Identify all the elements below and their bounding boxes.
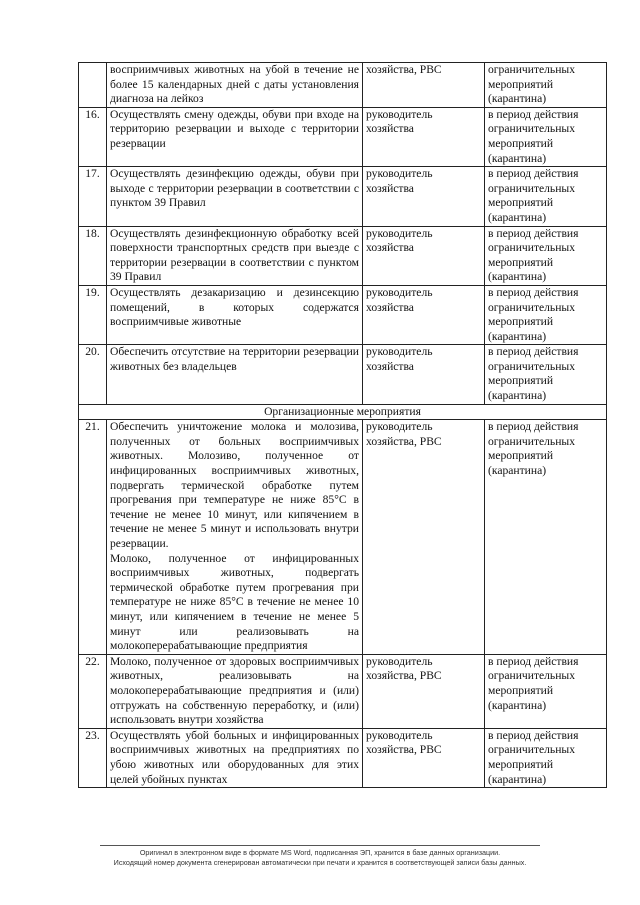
row-responsible: руководитель хозяйства xyxy=(363,167,485,226)
row-number: 18. xyxy=(79,226,107,285)
footer-line-2: Исходящий номер документа сгенерирован автоматически при печати и хранится в соответствующей записи базы данных. xyxy=(113,858,527,867)
table-row xyxy=(79,167,607,226)
row-action xyxy=(107,345,363,404)
section-title: Организационные мероприятия xyxy=(79,404,607,420)
action-paragraph: Обеспечить отсутствие на территории резервации животных без владельцев xyxy=(110,345,359,373)
measures-table xyxy=(78,62,607,788)
row-number: 17. xyxy=(79,167,107,226)
action-paragraph: Осуществлять дезакаризацию и дезинсекцию помещений, в которых содержатся восприимчивые животные xyxy=(110,285,359,329)
row-term: в период действия ограничительных мероприятий (карантина) xyxy=(485,654,607,728)
row-term: ограничительных мероприятий (карантина) xyxy=(485,63,607,108)
row-number: 21. xyxy=(79,420,107,655)
table-body-after xyxy=(79,420,607,788)
row-responsible: руководитель хозяйства xyxy=(363,285,485,344)
table-row xyxy=(79,107,607,166)
row-responsible: хозяйства, РВС xyxy=(363,63,485,108)
row-action xyxy=(107,107,363,166)
action-paragraph: Молоко, полученное от инфицированных восприимчивых животных, подвергать термической обработке путем прогревания при температуре не ниже 85°С в течение не менее 10 минут, или кипячением в течение не менее 5 минут или реализовывать на молокоперерабатывающие предприятия xyxy=(110,551,359,653)
row-responsible: руководитель хозяйства, РВС xyxy=(363,420,485,655)
section-header-body xyxy=(79,404,607,420)
row-term: в период действия ограничительных мероприятий (карантина) xyxy=(485,345,607,404)
table-row xyxy=(79,345,607,404)
action-paragraph: восприимчивых животных на убой в течение не более 15 календарных дней с даты установления диагноза на лейкоз xyxy=(110,63,359,106)
table-row xyxy=(79,63,607,108)
row-responsible: руководитель хозяйства, РВС xyxy=(363,728,485,787)
action-paragraph: Осуществлять убой больных и инфицированных восприимчивых животных на предприятиях по убою животных или оборудованных для этих целей убойных пунктах xyxy=(110,728,359,786)
row-number: 22. xyxy=(79,654,107,728)
row-term: в период действия ограничительных мероприятий (карантина) xyxy=(485,728,607,787)
row-action xyxy=(107,226,363,285)
row-action xyxy=(107,420,363,655)
row-term: в период действия ограничительных мероприятий (карантина) xyxy=(485,420,607,655)
action-paragraph: Осуществлять смену одежды, обуви при входе на территорию резервации и выходе с территории резервации xyxy=(110,107,359,150)
row-responsible: руководитель хозяйства xyxy=(363,345,485,404)
table-row xyxy=(79,420,607,655)
row-number: 19. xyxy=(79,285,107,344)
row-action xyxy=(107,728,363,787)
row-term: в период действия ограничительных мероприятий (карантина) xyxy=(485,107,607,166)
row-action xyxy=(107,167,363,226)
footer-note xyxy=(60,848,580,868)
table-row xyxy=(79,285,607,344)
row-term: в период действия ограничительных мероприятий (карантина) xyxy=(485,285,607,344)
section-row xyxy=(79,404,607,420)
row-term: в период действия ограничительных мероприятий (карантина) xyxy=(485,167,607,226)
row-action xyxy=(107,63,363,108)
row-action xyxy=(107,654,363,728)
row-responsible: руководитель хозяйства xyxy=(363,226,485,285)
action-paragraph: Обеспечить уничтожение молока и молозива, полученных от больных восприимчивых животных. Молозиво, полученное от инфицированных восприимчивых животных, подвергать термической обработке путем прогревания при температуре не ниже 85°С в течение не менее 10 минут, или кипячением в течение не менее 5 минут и использовать внутри резервации. xyxy=(110,420,359,550)
row-responsible: руководитель хозяйства, РВС xyxy=(363,654,485,728)
footer-line-1: Оригинал в электронном виде в формате MS Word, подписанная ЭП, хранится в базе данных организации. xyxy=(139,848,501,857)
table-row xyxy=(79,728,607,787)
action-paragraph: Молоко, полученное от здоровых восприимчивых животных, реализовывать на молокоперерабатывающие предприятия и (или) отгружать на собственную переработку, и (или) использовать внутри хозяйства xyxy=(110,654,359,727)
table-body-before xyxy=(79,63,607,405)
row-number: 23. xyxy=(79,728,107,787)
row-action xyxy=(107,285,363,344)
action-paragraph: Осуществлять дезинфекцию одежды, обуви при выходе с территории резервации в соответствии с пунктом 39 Правил xyxy=(110,167,359,210)
footer-divider xyxy=(100,845,540,846)
row-number xyxy=(79,63,107,108)
row-number: 20. xyxy=(79,345,107,404)
row-term: в период действия ограничительных мероприятий (карантина) xyxy=(485,226,607,285)
table-row xyxy=(79,226,607,285)
row-number: 16. xyxy=(79,107,107,166)
action-paragraph: Осуществлять дезинфекционную обработку всей поверхности транспортных средств при выезде с территории резервации в соответствии с пунктом 39 Правил xyxy=(110,226,359,284)
row-responsible: руководитель хозяйства xyxy=(363,107,485,166)
table-row xyxy=(79,654,607,728)
